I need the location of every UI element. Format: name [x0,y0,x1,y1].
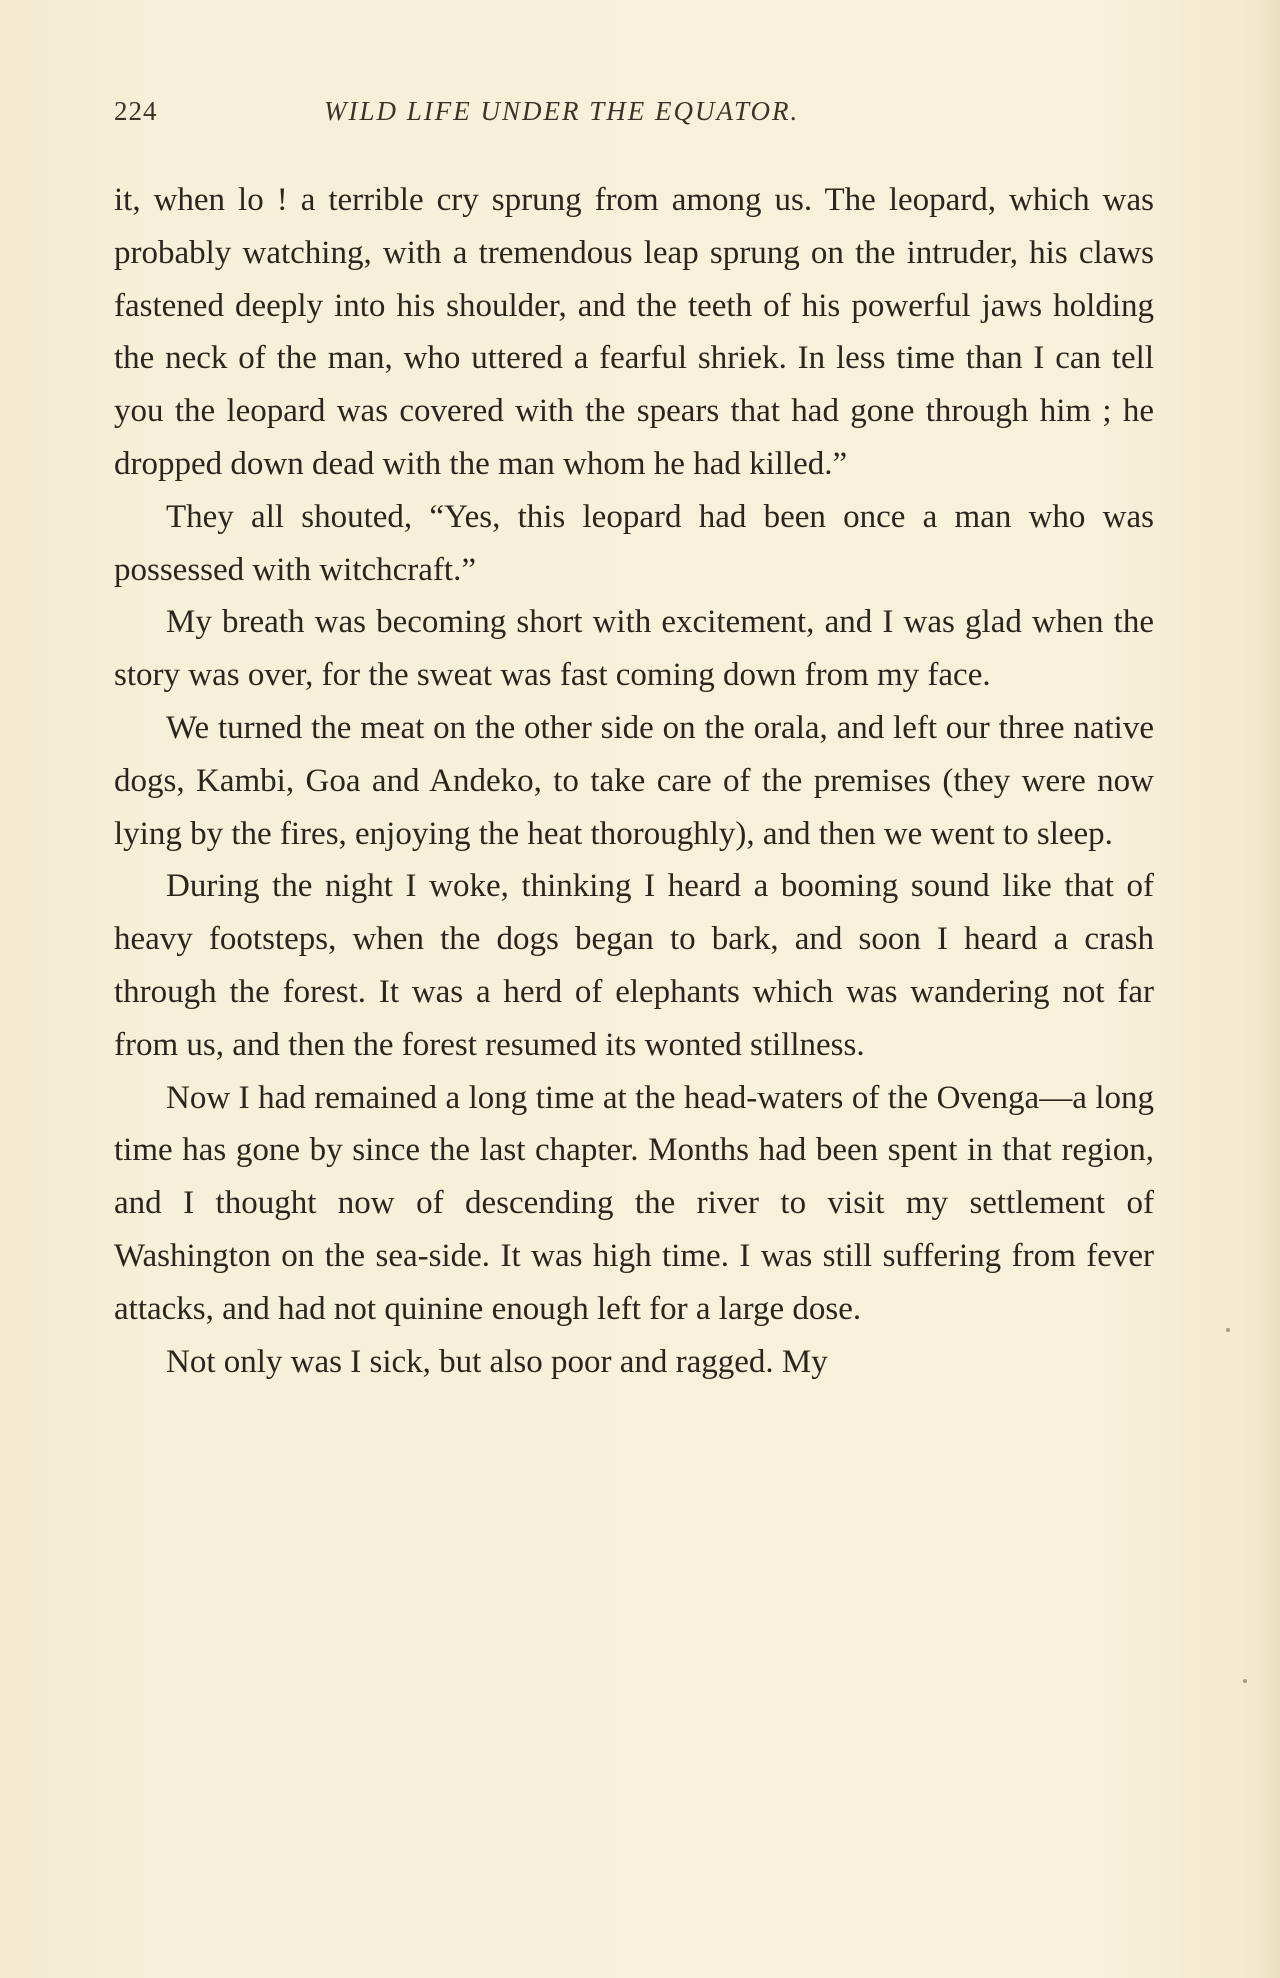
paper-speck [1226,1328,1230,1332]
paragraph-continued: it, when lo ! a terrible cry sprung from among us. The leopard, which was probably watching, with a tremendous leap sprung on the intruder, his claws fastened deeply into his shoulder, and the teeth of his powerful jaws holding the neck of the man, who uttered a fearful shriek. In less time than I can tell you the leopard was covered with the spears that had gone through him ; he dropped down dead with the man whom he had killed.” [114,182,1154,482]
page-number: 224 [114,96,158,126]
page-edge-shadow [1254,0,1280,1978]
paragraph: We turned the meat on the other side on the orala, and left our three native dogs, Kambi, Goa and Andeko, to take care of the premises (they were now lying by the fires, enjoying the heat thoroughly), and then we went to sleep. [114,709,1154,852]
paragraph: During the night I woke, thinking I heard a booming sound like that of heavy footsteps, when the dogs began to bark, and soon I heard a crash through the forest. It was a herd of elephants which was wandering not far from us, and then the forest resumed its wonted stillness. [114,868,1154,1063]
paragraph: They all shouted, “Yes, this leopard had been once a man who was possessed with witchcraft.” [114,498,1154,588]
paragraph: Not only was I sick, but also poor and ragged. My [166,1343,828,1380]
body-text [114,174,1154,1388]
paper-speck [1243,1679,1247,1683]
paragraph: Now I had remained a long time at the head-waters of the Ovenga—a long time has gone by since the last chapter. Months had been spent in that region, and I thought now of descending the river to visit my settlement of Washington on the sea-side. It was high time. I was still suffering from fever attacks, and had not quinine enough left for a large dose. [114,1079,1154,1327]
page-header [114,96,1154,136]
running-title: WILD LIFE UNDER THE EQUATOR. [324,96,800,126]
paragraph: My breath was becoming short with excitement, and I was glad when the story was over, for the sweat was fast coming down from my face. [114,604,1154,694]
